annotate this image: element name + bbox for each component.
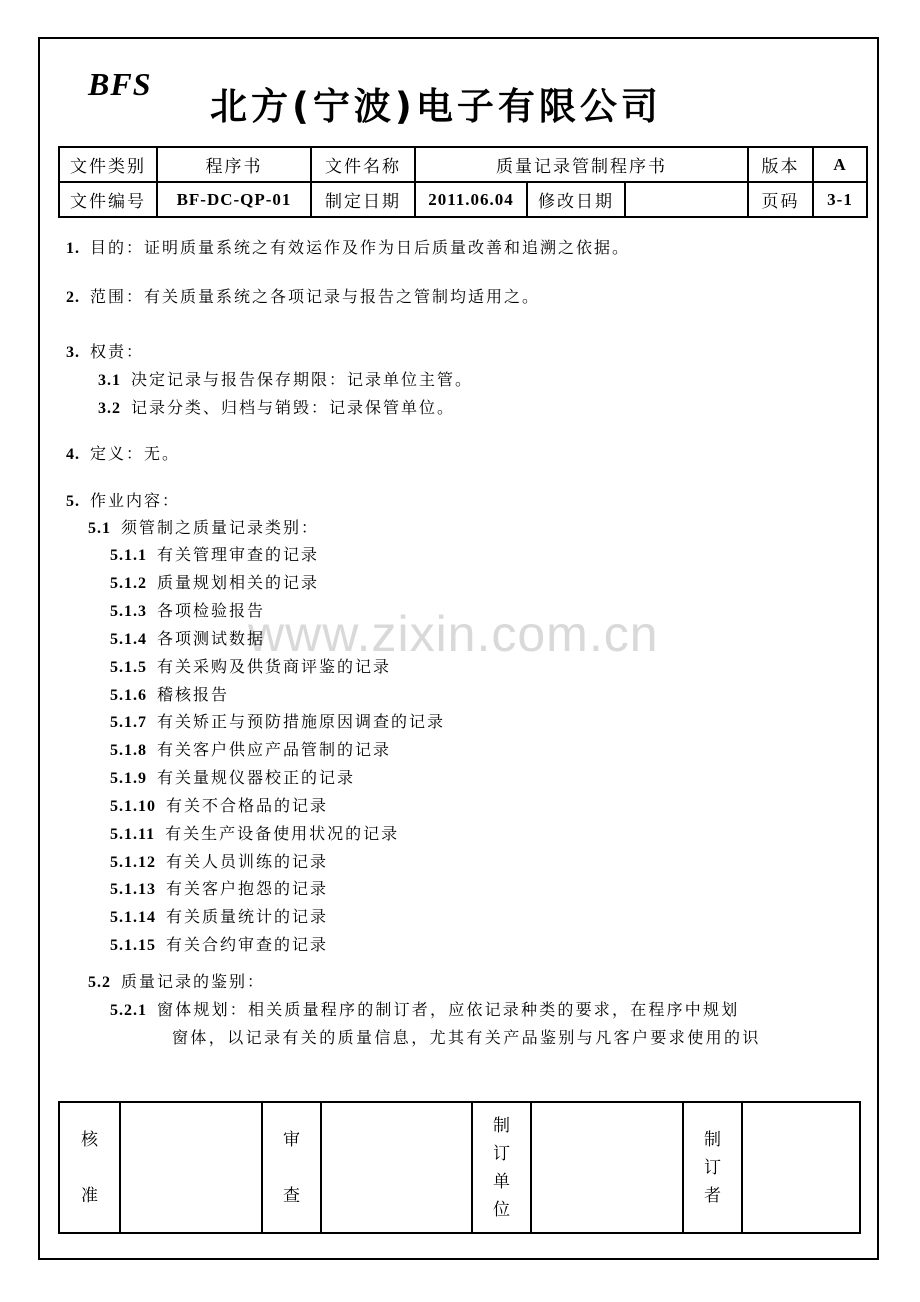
section-5-1: 5.1 须管制之质量记录类别： — [88, 518, 320, 537]
list-item: 5.1.3 各项检验报告 — [110, 601, 266, 620]
list-item: 5.1.5 有关采购及供货商评鉴的记录 — [110, 657, 392, 676]
list-item: 5.1.6 稽核报告 — [110, 685, 230, 704]
version-value: A — [813, 147, 867, 182]
section-5-2-1: 5.2.1 窗体规划：相关质量程序的制订者，应依记录种类的要求，在程序中规划 — [110, 1000, 740, 1019]
section-3-2: 3.2 记录分类、归档与销毁：记录保管单位。 — [98, 398, 456, 417]
author-signature — [742, 1102, 860, 1233]
doc-name-label: 文件名称 — [311, 147, 415, 182]
doc-no-value: BF-DC-QP-01 — [157, 182, 311, 217]
page-value: 3-1 — [813, 182, 867, 217]
list-item: 5.1.12 有关人员训练的记录 — [110, 852, 329, 871]
page-label: 页码 — [748, 182, 813, 217]
list-item: 5.1.13 有关客户抱怨的记录 — [110, 879, 329, 898]
issuing-unit-signature — [531, 1102, 683, 1233]
author-label: 制 订 者 — [683, 1102, 742, 1233]
version-label: 版本 — [748, 147, 813, 182]
doc-type-label: 文件类别 — [59, 147, 157, 182]
list-item: 5.1.2 质量规划相关的记录 — [110, 573, 320, 592]
date-value: 2011.06.04 — [415, 182, 527, 217]
list-item: 5.1.1 有关管理审查的记录 — [110, 545, 320, 564]
company-name: 北方(宁波)电子有限公司 — [210, 85, 662, 128]
approve-signature — [120, 1102, 262, 1233]
review-signature — [321, 1102, 472, 1233]
review-label: 审 查 — [262, 1102, 321, 1233]
section-3-1: 3.1 决定记录与报告保存期限：记录单位主管。 — [98, 370, 474, 389]
list-item: 5.1.8 有关客户供应产品管制的记录 — [110, 740, 392, 759]
watermark: www.zixin.com.cn — [248, 606, 659, 662]
list-item: 5.1.15 有关合约审查的记录 — [110, 935, 329, 954]
list-item: 5.1.10 有关不合格品的记录 — [110, 796, 329, 815]
list-item: 5.1.9 有关量规仪器校正的记录 — [110, 768, 356, 787]
date-label: 制定日期 — [311, 182, 415, 217]
doc-name-value: 质量记录管制程序书 — [415, 147, 748, 182]
doc-no-label: 文件编号 — [59, 182, 157, 217]
section-5: 5. 作业内容： — [66, 491, 181, 510]
list-item: 5.1.11 有关生产设备使用状况的记录 — [110, 824, 400, 843]
revise-date-label: 修改日期 — [527, 182, 625, 217]
company-logo: BFS — [88, 66, 152, 102]
revise-date-value — [625, 182, 748, 217]
section-2: 2. 范围：有关质量系统之各项记录与报告之管制均适用之。 — [66, 287, 541, 306]
section-5-2: 5.2 质量记录的鉴别： — [88, 972, 266, 991]
section-4: 4. 定义：无。 — [66, 444, 181, 463]
approve-label: 核 准 — [59, 1102, 120, 1233]
section-5-2-1-cont: 窗体，以记录有关的质量信息，尤其有关产品鉴别与凡客户要求使用的识 — [172, 1028, 761, 1047]
list-item: 5.1.7 有关矫正与预防措施原因调查的记录 — [110, 712, 446, 731]
list-item: 5.1.4 各项测试数据 — [110, 629, 266, 648]
signoff-table — [58, 1101, 861, 1234]
issuing-unit-label: 制 订 单 位 — [472, 1102, 531, 1233]
document-header-table — [58, 146, 868, 218]
doc-type-value: 程序书 — [157, 147, 311, 182]
section-1: 1. 目的：证明质量系统之有效运作及作为日后质量改善和追溯之依据。 — [66, 238, 631, 257]
section-3: 3. 权责： — [66, 342, 145, 361]
list-item: 5.1.14 有关质量统计的记录 — [110, 907, 329, 926]
